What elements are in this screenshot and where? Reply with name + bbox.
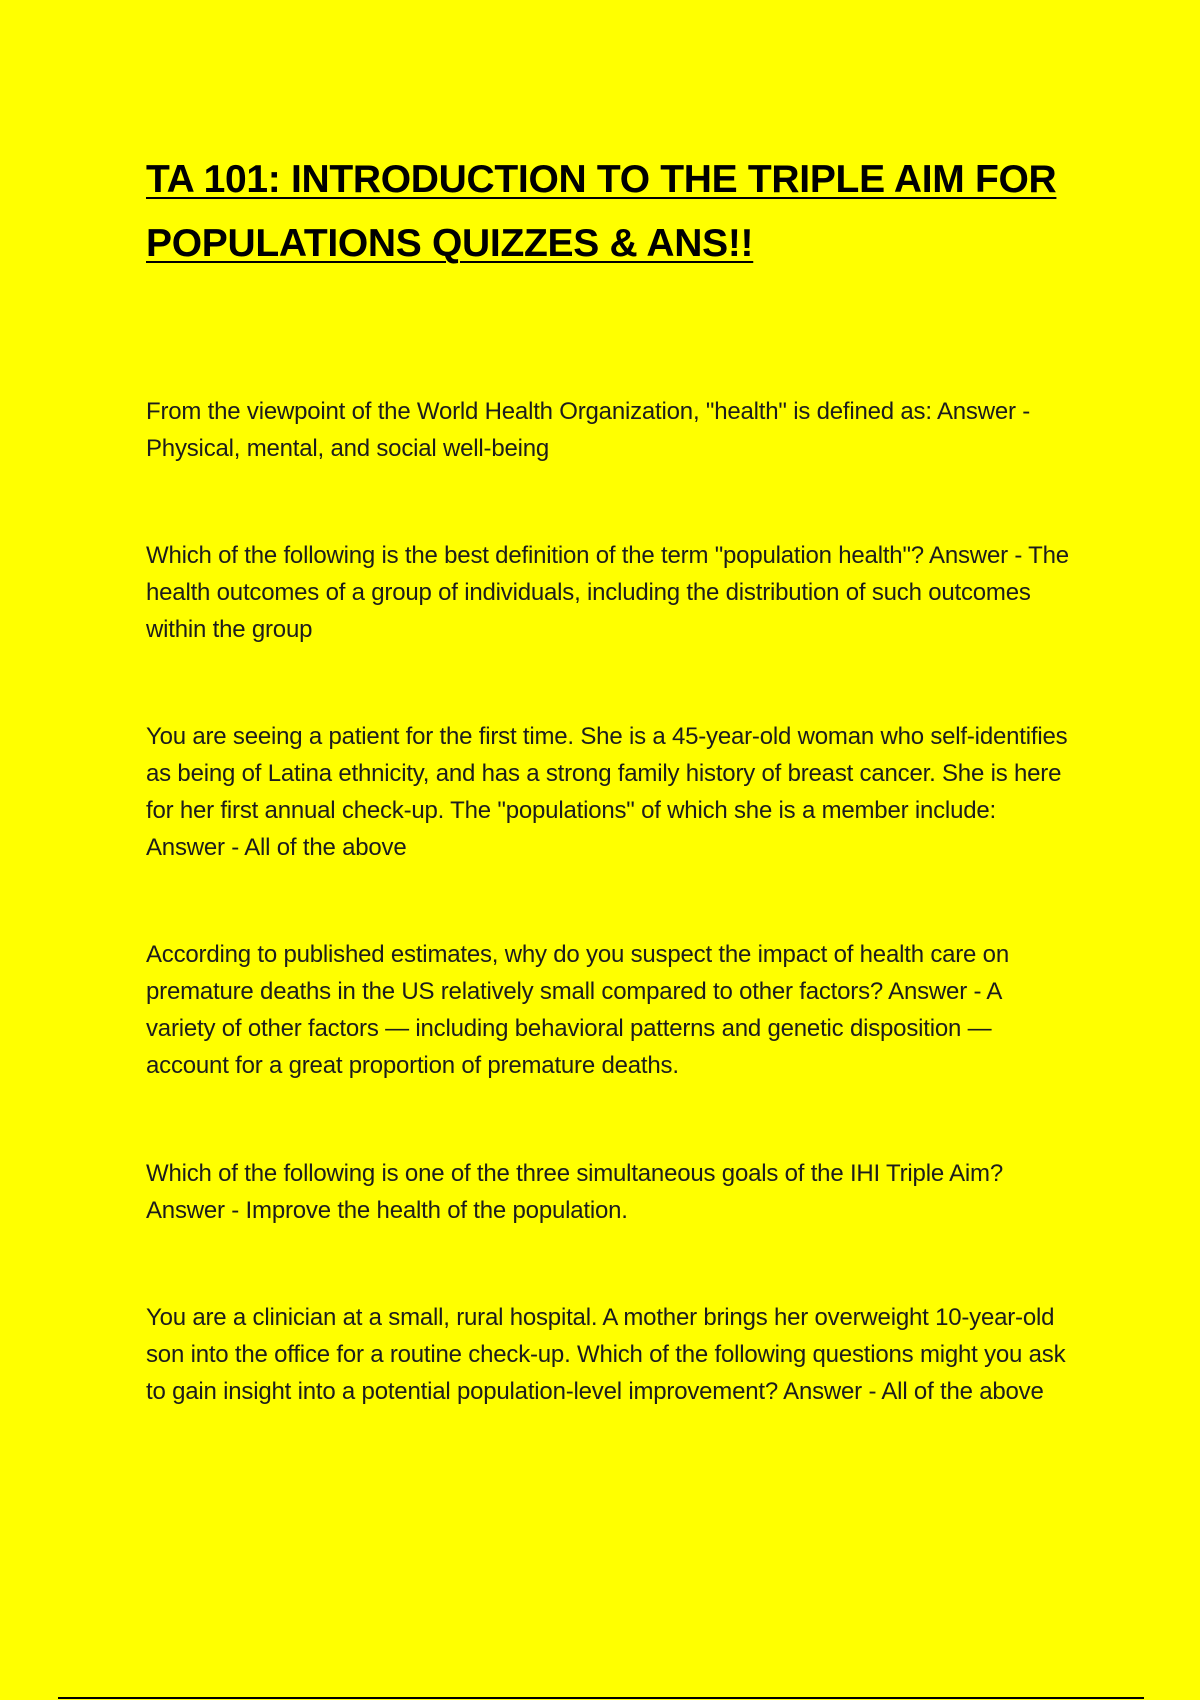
qa-item-who-health-definition: From the viewpoint of the World Health Organization, "health" is defined as: Answer - Physical, mental, and social well-being <box>146 398 1031 462</box>
question-answer-list <box>146 393 1076 1410</box>
qa-item-premature-deaths: According to published estimates, why do you suspect the impact of health care on premature deaths in the US relatively small compared to other factors? Answer - A variety of other factors — including behavioral patterns and genetic disposition — account for a great proportion of premature deaths. <box>146 941 1009 1079</box>
qa-item-triple-aim-goal: Which of the following is one of the three simultaneous goals of the IHI Triple Aim? Answer - Improve the health of the population. <box>146 1160 1003 1224</box>
document-title: TA 101: INTRODUCTION TO THE TRIPLE AIM FOR POPULATIONS QUIZZES & ANS!! <box>146 158 1057 265</box>
qa-item-rural-clinician-question: You are a clinician at a small, rural hospital. A mother brings her overweight 10-year-old son into the office for a routine check-up. Which of the following questions might you ask to gain insight into a potential population-level improvement? Answer - All of the above <box>146 1304 1066 1405</box>
footer-divider <box>58 1697 1144 1699</box>
qa-item-patient-populations: You are seeing a patient for the first time. She is a 45-year-old woman who self-identifies as being of Latina ethnicity, and has a strong family history of breast cancer. She is here for her first annual check-up. The "populations" of which she is a member include: Answer - All of the above <box>146 723 1068 861</box>
qa-item-population-health-definition: Which of the following is the best definition of the term "population health"? Answer - The health outcomes of a group of individuals, including the distribution of such outcomes within the group <box>146 542 1069 643</box>
